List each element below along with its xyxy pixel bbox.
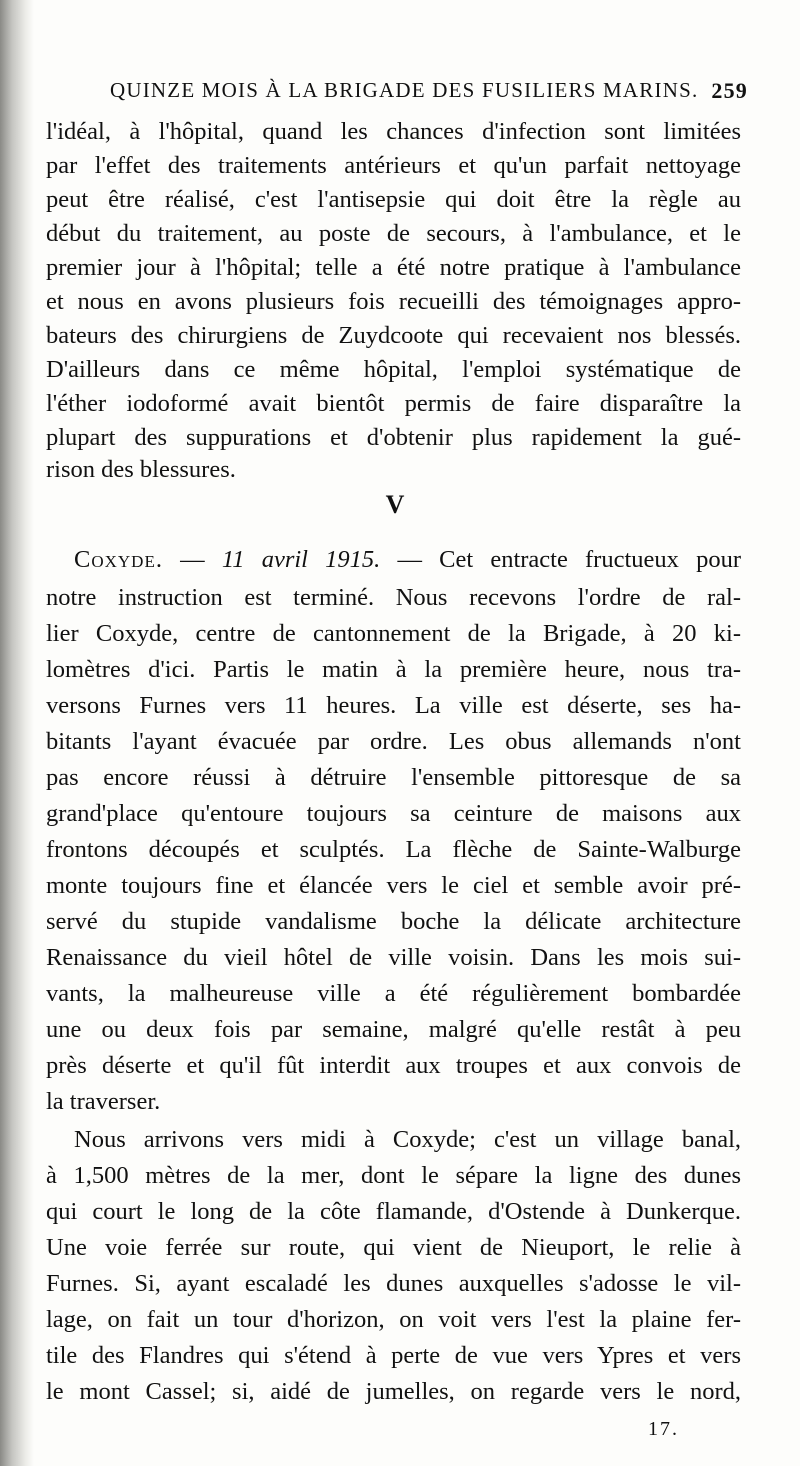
text-line: début du traitement, au poste de secours, à l'ambulance, et le bbox=[46, 220, 741, 247]
text-line: pas encore réussi à détruire l'ensemble pittoresque de sa bbox=[46, 764, 741, 791]
text-line: vants, la malheureuse ville a été régulièrement bombardée bbox=[46, 980, 741, 1007]
text-line-rest: — Cet entracte fructueux pour bbox=[380, 546, 741, 573]
place-name: Coxyde. bbox=[74, 546, 163, 573]
text-line: Une voie ferrée sur route, qui vient de Nieuport, le relie à bbox=[46, 1234, 741, 1261]
em-dash: — bbox=[162, 546, 222, 573]
text-line: l'éther iodoformé avait bientôt permis de faire disparaître la bbox=[46, 390, 741, 417]
entry-date: 11 avril 1915. bbox=[221, 546, 381, 573]
text-line: monte toujours fine et élancée vers le ciel et semble avoir pré- bbox=[46, 872, 741, 899]
text-line: Furnes. Si, ayant escaladé les dunes auxquelles s'adosse le vil- bbox=[46, 1270, 741, 1297]
text-line: lage, on fait un tour d'horizon, on voit vers l'est la plaine fer- bbox=[46, 1306, 741, 1333]
text-line: lier Coxyde, centre de cantonnement de la Brigade, à 20 ki- bbox=[46, 620, 741, 647]
text-line: frontons découpés et sculptés. La flèche de Sainte-Walburge bbox=[46, 836, 741, 863]
text-line: D'ailleurs dans ce même hôpital, l'emploi systématique de bbox=[46, 356, 741, 383]
text-line: une ou deux fois par semaine, malgré qu'elle restât à peu bbox=[46, 1016, 741, 1043]
page-number: 259 bbox=[711, 78, 748, 103]
text-line: premier jour à l'hôpital; telle a été notre pratique à l'ambulance bbox=[46, 254, 741, 281]
dated-entry-line bbox=[74, 545, 741, 575]
text-line: versons Furnes vers 11 heures. La ville est déserte, ses ha- bbox=[46, 692, 741, 719]
running-title: QUINZE MOIS À LA BRIGADE DES FUSILIERS MARINS. bbox=[110, 78, 699, 102]
text-line: plupart des suppurations et d'obtenir plus rapidement la gué- bbox=[46, 424, 741, 451]
text-line: servé du stupide vandalisme boche la délicate architecture bbox=[46, 908, 741, 935]
text-line: bitants l'ayant évacuée par ordre. Les obus allemands n'ont bbox=[46, 728, 741, 755]
text-line: bateurs des chirurgiens de Zuydcoote qui recevaient nos blessés. bbox=[46, 322, 741, 349]
text-line: tile des Flandres qui s'étend à perte de vue vers Ypres et vers bbox=[46, 1342, 741, 1369]
text-line: l'idéal, à l'hôpital, quand les chances d'infection sont limitées bbox=[46, 118, 741, 145]
text-line: et nous en avons plusieurs fois recueilli des témoignages appro- bbox=[46, 288, 741, 315]
text-line: Renaissance du vieil hôtel de ville voisin. Dans les mois sui- bbox=[46, 944, 741, 971]
text-line: peut être réalisé, c'est l'antisepsie qui doit être la règle au bbox=[46, 186, 741, 213]
text-line: par l'effet des traitements antérieurs et qu'un parfait nettoyage bbox=[46, 152, 741, 179]
text-line: lomètres d'ici. Partis le matin à la première heure, nous tra- bbox=[46, 656, 741, 683]
section-heading: V bbox=[385, 490, 405, 519]
text-line: rison des blessures. bbox=[46, 456, 236, 483]
text-line: notre instruction est terminé. Nous recevons l'ordre de ral- bbox=[46, 584, 741, 611]
text-line: près déserte et qu'il fût interdit aux troupes et aux convois de bbox=[46, 1052, 741, 1079]
text-line: grand'place qu'entoure toujours sa ceinture de maisons aux bbox=[46, 800, 741, 827]
text-line: qui court le long de la côte flamande, d'Ostende à Dunkerque. bbox=[46, 1198, 741, 1225]
text-line: à 1,500 mètres de la mer, dont le sépare la ligne des dunes bbox=[46, 1162, 741, 1189]
text-line: le mont Cassel; si, aidé de jumelles, on regarde vers le nord, bbox=[46, 1378, 741, 1405]
signature-mark: 17. bbox=[648, 1418, 679, 1440]
running-head bbox=[88, 74, 748, 108]
text-line: Nous arrivons vers midi à Coxyde; c'est un village banal, bbox=[74, 1126, 741, 1153]
text-line: la traverser. bbox=[46, 1088, 161, 1115]
